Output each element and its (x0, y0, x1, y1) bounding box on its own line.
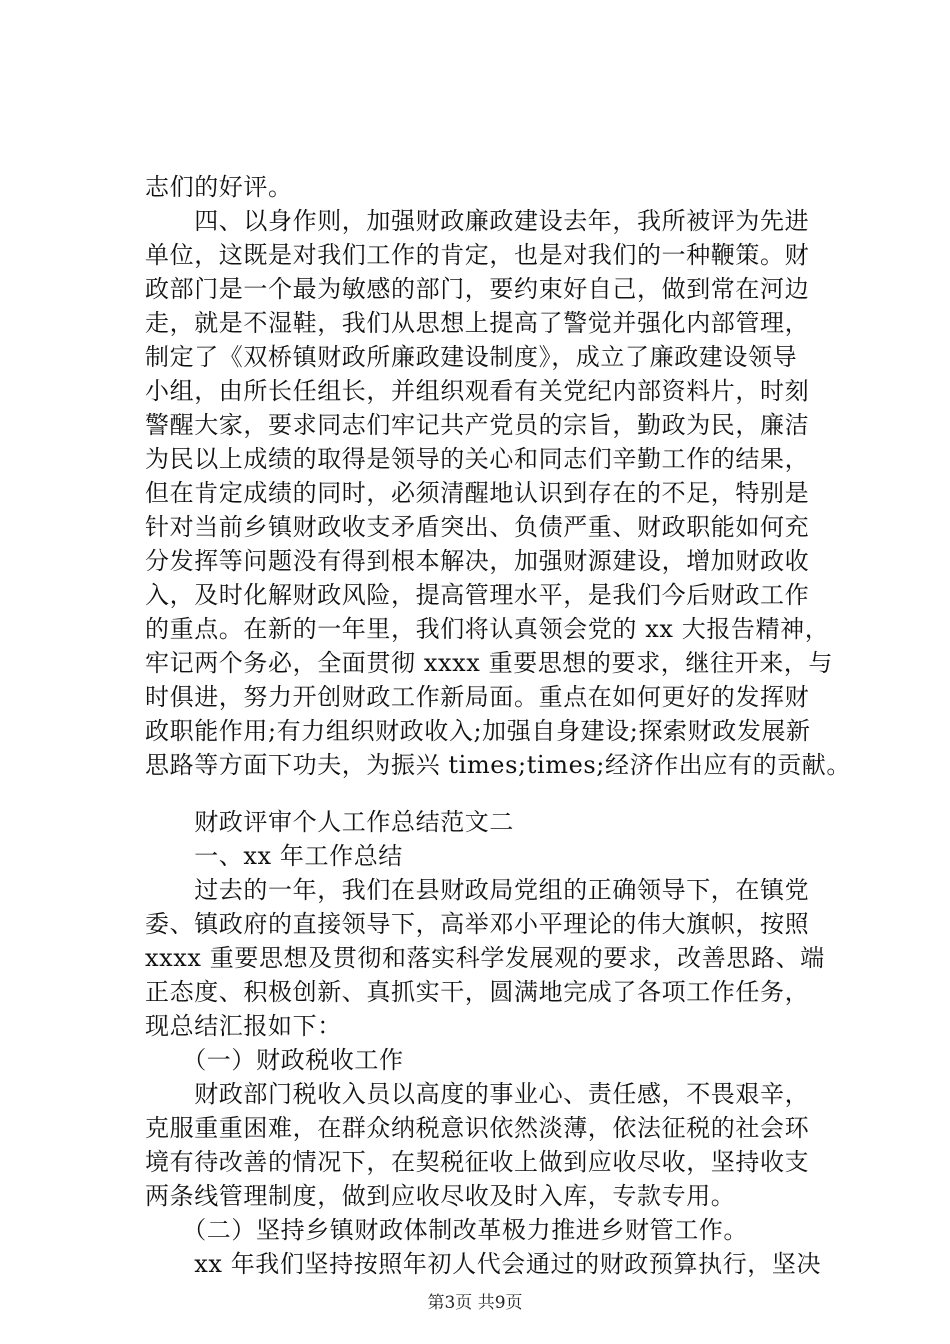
text-line: 制定了《双桥镇财政所廉政建设制度》，成立了廉政建设领导 (145, 343, 798, 371)
text-line: 牢记两个务必，全面贯彻 xxxx 重要思想的要求，继往开来，与 (145, 649, 833, 677)
text-line: xx 年我们坚持按照年初人代会通过的财政预算执行，坚决 (145, 1250, 822, 1278)
text-line: 但在肯定成绩的同时，必须清醒地认识到存在的不足，特别是 (145, 479, 810, 507)
text-line: 克服重重困难，在群众纳税意识依然淡薄，依法征税的社会环 (145, 1114, 810, 1142)
text-line: 走，就是不湿鞋，我们从思想上提高了警觉并强化内部管理， (145, 309, 810, 337)
text-line: 四、以身作则，加强财政廉政建设去年，我所被评为先进 (145, 207, 810, 235)
section-title: 财政评审个人工作总结范文二 (145, 808, 514, 836)
text-line: 正态度、积极创新、真抓实干，圆满地完成了各项工作任务， (145, 978, 810, 1006)
page-number-footer: 第3页 共9页 (427, 1293, 523, 1313)
text-line: 政部门是一个最为敏感的部门，要约束好自己，做到常在河边 (145, 275, 810, 303)
text-line: 分发挥等问题没有得到根本解决，加强财源建设，增加财政收 (145, 547, 810, 575)
text-line: 入，及时化解财政风险，提高管理水平，是我们今后财政工作 (145, 581, 810, 609)
subsection-heading: （二）坚持乡镇财政体制改革极力推进乡财管工作。 (145, 1216, 748, 1244)
text-line: xxxx 重要思想及贯彻和落实科学发展观的要求，改善思路、端 (145, 944, 825, 972)
text-line: 小组，由所长任组长，并组织观看有关党纪内部资料片，时刻 (145, 377, 810, 405)
section-heading: 一、xx 年工作总结 (145, 842, 403, 870)
text-line: 警醒大家，要求同志们牢记共产党员的宗旨，勤政为民，廉洁 (145, 411, 810, 439)
text-line: 思路等方面下功夫，为振兴 times;times;经济作出应有的贡献。 (145, 751, 851, 779)
text-line: 现总结汇报如下： (145, 1012, 342, 1040)
text-line: 政职能作用;有力组织财政收入;加强自身建设;探索财政发展新 (145, 717, 811, 745)
text-line: 针对当前乡镇财政收支矛盾突出、负债严重、财政职能如何充 (145, 513, 810, 541)
text-line: 境有待改善的情况下，在契税征收上做到应收尽收，坚持收支 (145, 1148, 810, 1176)
text-line: 委、镇政府的直接领导下，高举邓小平理论的伟大旗帜，按照 (145, 910, 810, 938)
text-line: 时俱进，努力开创财政工作新局面。重点在如何更好的发挥财 (145, 683, 810, 711)
text-line: 两条线管理制度，做到应收尽收及时入库，专款专用。 (145, 1182, 736, 1210)
text-line: 过去的一年，我们在县财政局党组的正确领导下，在镇党 (145, 876, 810, 904)
subsection-heading: （一）财政税收工作 (145, 1046, 404, 1074)
text-line: 的重点。在新的一年里，我们将认真领会党的 xx 大报告精神， (145, 615, 830, 643)
text-line: 为民以上成绩的取得是领导的关心和同志们辛勤工作的结果， (145, 445, 810, 473)
text-line: 财政部门税收入员以高度的事业心、责任感，不畏艰辛， (145, 1080, 810, 1108)
text-line: 志们的好评。 (145, 173, 293, 201)
text-line: 单位，这既是对我们工作的肯定，也是对我们的一种鞭策。财 (145, 241, 810, 269)
